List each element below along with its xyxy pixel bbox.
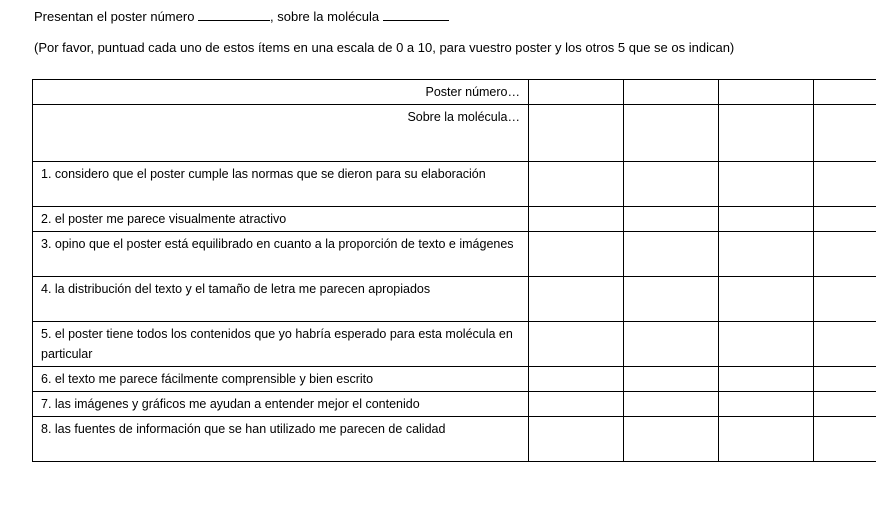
poster-number-label: Poster número… bbox=[33, 80, 529, 105]
score-cell[interactable] bbox=[624, 392, 719, 417]
score-cell[interactable] bbox=[529, 162, 624, 207]
score-cell[interactable] bbox=[529, 80, 624, 105]
item-row bbox=[33, 367, 876, 392]
score-cell[interactable] bbox=[719, 162, 814, 207]
score-cell[interactable] bbox=[529, 277, 624, 322]
score-cell[interactable] bbox=[814, 277, 876, 322]
score-cell[interactable] bbox=[719, 232, 814, 277]
score-cell[interactable] bbox=[529, 322, 624, 367]
score-cell[interactable] bbox=[624, 162, 719, 207]
molecule-row bbox=[33, 105, 876, 162]
instructions-text: (Por favor, puntuad cada uno de estos ítems en una escala de 0 a 10, para vuestro poster y los otros 5 que se os indican) bbox=[34, 40, 735, 55]
item-row bbox=[33, 207, 876, 232]
score-cell[interactable] bbox=[529, 207, 624, 232]
poster-number-blank[interactable] bbox=[198, 8, 270, 21]
item-label: 1. considero que el poster cumple las normas que se dieron para su elaboración bbox=[33, 162, 529, 207]
score-cell[interactable] bbox=[719, 417, 814, 462]
score-cell[interactable] bbox=[719, 367, 814, 392]
score-cell[interactable] bbox=[814, 232, 876, 277]
score-cell[interactable] bbox=[624, 322, 719, 367]
score-cell[interactable] bbox=[529, 417, 624, 462]
score-cell[interactable] bbox=[814, 417, 876, 462]
item-label: 8. las fuentes de información que se han utilizado me parecen de calidad bbox=[33, 417, 529, 462]
molecule-label: Sobre la molécula… bbox=[33, 105, 529, 162]
score-cell[interactable] bbox=[719, 80, 814, 105]
score-cell[interactable] bbox=[814, 105, 876, 162]
score-cell[interactable] bbox=[624, 232, 719, 277]
item-label: 2. el poster me parece visualmente atractivo bbox=[33, 207, 529, 232]
score-cell[interactable] bbox=[814, 392, 876, 417]
score-cell[interactable] bbox=[624, 417, 719, 462]
poster-assignment-line bbox=[34, 8, 449, 24]
score-cell[interactable] bbox=[719, 105, 814, 162]
item-row bbox=[33, 162, 876, 207]
score-cell[interactable] bbox=[624, 277, 719, 322]
molecule-blank[interactable] bbox=[383, 8, 449, 21]
score-cell[interactable] bbox=[529, 232, 624, 277]
poster-number-prefix: Presentan el poster número bbox=[34, 9, 199, 24]
item-label: 5. el poster tiene todos los contenidos que yo habría esperado para esta molécula en particular bbox=[33, 322, 529, 367]
score-cell[interactable] bbox=[814, 80, 876, 105]
item-label: 3. opino que el poster está equilibrado en cuanto a la proporción de texto e imágenes bbox=[33, 232, 529, 277]
item-label: 4. la distribución del texto y el tamaño de letra me parecen apropiados bbox=[33, 277, 529, 322]
score-cell[interactable] bbox=[719, 322, 814, 367]
rating-table bbox=[32, 79, 876, 462]
score-cell[interactable] bbox=[719, 207, 814, 232]
molecule-prefix: , sobre la molécula bbox=[270, 9, 383, 24]
score-cell[interactable] bbox=[814, 162, 876, 207]
item-label: 6. el texto me parece fácilmente comprensible y bien escrito bbox=[33, 367, 529, 392]
score-cell[interactable] bbox=[719, 277, 814, 322]
score-cell[interactable] bbox=[814, 322, 876, 367]
score-cell[interactable] bbox=[529, 105, 624, 162]
score-cell[interactable] bbox=[814, 207, 876, 232]
score-cell[interactable] bbox=[624, 80, 719, 105]
score-cell[interactable] bbox=[624, 207, 719, 232]
poster-number-row bbox=[33, 80, 876, 105]
item-row bbox=[33, 232, 876, 277]
item-label: 7. las imágenes y gráficos me ayudan a entender mejor el contenido bbox=[33, 392, 529, 417]
score-cell[interactable] bbox=[529, 367, 624, 392]
item-row bbox=[33, 417, 876, 462]
item-row bbox=[33, 322, 876, 367]
score-cell[interactable] bbox=[529, 392, 624, 417]
item-row bbox=[33, 277, 876, 322]
item-row bbox=[33, 392, 876, 417]
score-cell[interactable] bbox=[814, 367, 876, 392]
score-cell[interactable] bbox=[624, 367, 719, 392]
score-cell[interactable] bbox=[624, 105, 719, 162]
score-cell[interactable] bbox=[719, 392, 814, 417]
